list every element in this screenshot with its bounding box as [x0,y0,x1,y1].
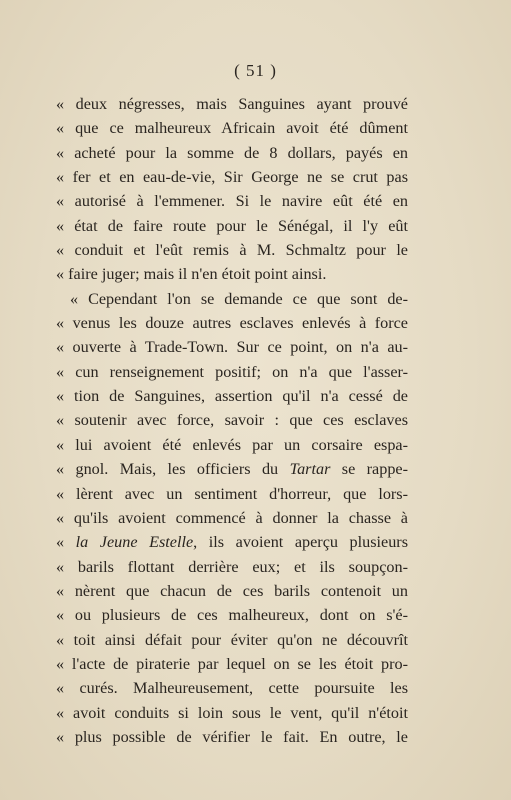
text-line: « plus possible de vérifier le fait. En outre, le [56,727,408,746]
text-line: « l'acte de piraterie par lequel on se les étoit pro- [56,654,408,673]
text-line-mixed [56,457,408,481]
text-line-mixed [56,530,408,554]
text-segment: « [56,533,65,552]
text-line: « tion de Sanguines, assertion qu'il n'a cessé de [56,387,408,406]
text-line: « soutenir avec force, savoir : que ces esclaves [56,411,408,430]
text-line: « que ce malheureux Africain avoit été dûment [56,119,408,138]
text-line: « avoit conduits si loin sous le vent, qu'il n'étoit [56,703,408,722]
text-line: « acheté pour la somme de 8 dollars, payés en [56,143,408,162]
text-line: « lèrent avec un sentiment d'horreur, que lors- [56,484,408,503]
text-line: « toit ainsi défait pour éviter qu'on ne découvrît [56,630,408,649]
text-line: « fer et en eau-de-vie, Sir George ne se crut pas [56,168,408,187]
text-line: « état de faire route pour le Sénégal, il l'y eût [56,216,408,235]
text-segment: , ils avoient aperçu plusieurs [193,533,408,552]
page-number: ( 51 ) [234,61,277,80]
text-line: « cun renseignement positif; on n'a que l'asser- [56,362,408,381]
text-line: « conduit et l'eût remis à M. Schmaltz pour le [56,241,408,260]
text-line: « ouverte à Trade-Town. Sur ce point, on n'a au- [56,338,408,357]
ship-name-jeune-estelle: la Jeune Estelle [75,533,194,552]
body-text [56,92,408,749]
text-line: « faire juger; mais il n'en étoit point ainsi. [56,265,327,284]
text-segment: « gnol. Mais, les officiers du [56,460,279,479]
text-line: « Cependant l'on se demande ce que sont de- [70,289,408,308]
text-line: « curés. Malheureusement, cette poursuite les [56,679,408,698]
text-line: « qu'ils avoient commencé à donner la chasse à [56,508,408,527]
text-line: « venus les douze autres esclaves enlevés à force [56,314,408,333]
text-line: « barils flottant derrière eux; et ils soupçon- [56,557,408,576]
text-line: « lui avoient été enlevés par un corsaire espa- [56,435,408,454]
text-line: « deux négresses, mais Sanguines ayant prouvé [56,95,408,113]
text-line: « nèrent que chacun de ces barils contenoit un [56,581,408,600]
ship-name-tartar: Tartar [289,460,331,479]
text-line: « ou plusieurs de ces malheureux, dont on s'é- [56,606,408,625]
text-line: « autorisé à l'emmener. Si le navire eût été en [56,192,408,211]
text-segment: se rappe- [341,460,409,479]
